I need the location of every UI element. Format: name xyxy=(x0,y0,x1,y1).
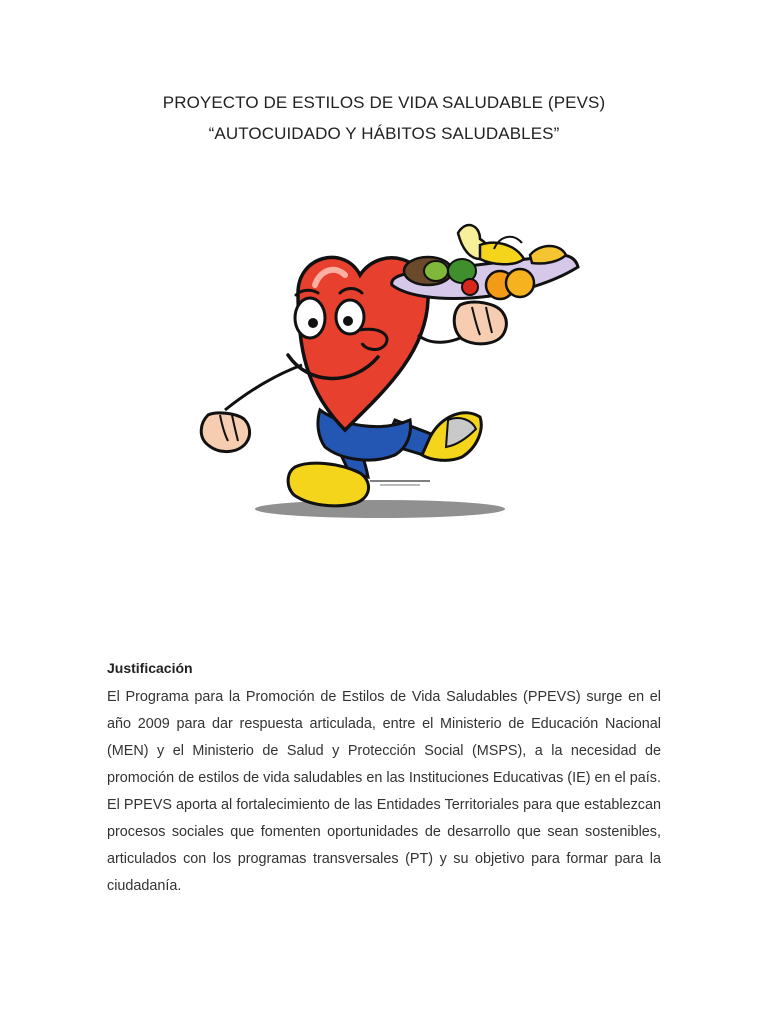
section-heading: Justificación xyxy=(107,660,193,676)
document-title-line2: “AUTOCUIDADO Y HÁBITOS SALUDABLES” xyxy=(208,124,560,143)
section-body-paragraph: El Programa para la Promoción de Estilos de Vida Saludables (PPEVS) surge en el año 2009 para dar respuesta articulada, entre el Ministerio de Educación Nacional (MEN) y el Ministerio de Salud y Protección Social (MSPS), a la necesidad de promoción de estilos de vida saludables en las Instituciones Educativas (IE) en el país. El PPEVS aporta al fortalecimiento de las Entidades Territoriales para que establezcan procesos sociales que fomenten oportunidades de desarrollo que sean sostenibles, articulados con los programas transversales (PT) y su objetivo para formar para la ciudadanía. xyxy=(107,689,661,894)
document-title-line1: PROYECTO DE ESTILOS DE VIDA SALUDABLE (PEVS) xyxy=(162,93,606,112)
heart-character-with-food-tray-icon xyxy=(180,215,590,525)
